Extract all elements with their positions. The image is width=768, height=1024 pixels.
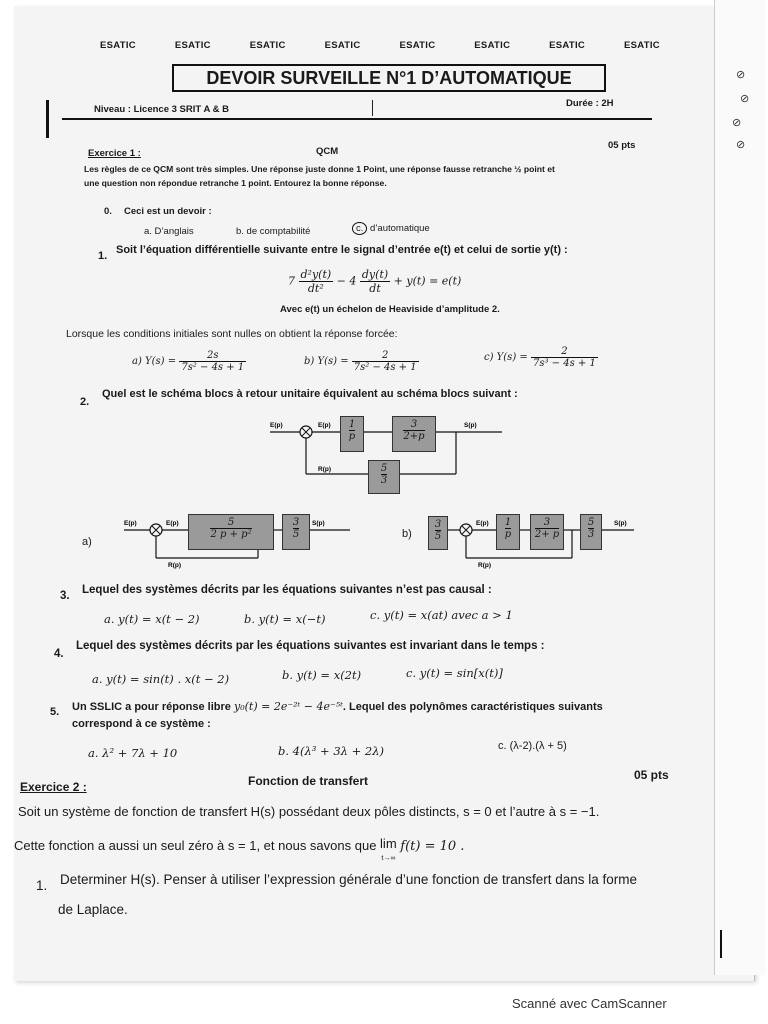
q3-number: 3.: [60, 590, 70, 602]
school-name: ESATIC: [549, 40, 586, 51]
opt-b-rp-label: R(p): [478, 562, 491, 569]
q1-a-frac: [179, 350, 246, 373]
opt-b-b2-den: 2+ p: [534, 529, 560, 540]
main-block-2: [392, 416, 436, 452]
q2-option-a-label[interactable]: a): [82, 536, 92, 548]
q1-option-c[interactable]: [484, 346, 598, 369]
school-name: ESATIC: [174, 40, 211, 51]
school-name: ESATIC: [100, 40, 136, 51]
q2-text: Quel est le schéma blocs à retour unitaire équivalent au schéma blocs suivant :: [102, 388, 518, 400]
opt-b-block-0: [428, 516, 448, 550]
lim-word: lim: [380, 836, 397, 851]
q3-option-a[interactable]: a. y(t) = x(t − 2): [104, 612, 200, 626]
school-name: ESATIC: [624, 40, 660, 51]
ex2-q1-line2: de Laplace.: [58, 902, 128, 917]
main-b1-num: 1: [348, 419, 356, 430]
main-b2-den: 2+p: [403, 431, 425, 442]
q3-option-c[interactable]: c. y(t) = x(at) avec a > 1: [370, 608, 513, 622]
eq-den2: dt: [369, 282, 381, 295]
opt-a-block-2: [282, 514, 310, 550]
q1-c-frac: [531, 346, 598, 369]
q1-c-lhs: c) Y(s) =: [484, 352, 528, 363]
opt-a-ep2-label: E(p): [166, 520, 179, 527]
q4-option-a[interactable]: a. y(t) = sin(t) . x(t − 2): [92, 672, 230, 686]
margin-mark: [46, 100, 49, 138]
q1-a-lhs: a) Y(s) =: [132, 356, 177, 367]
main-ep-label: E(p): [270, 422, 283, 429]
opt-b-b3-num: 5: [587, 517, 595, 528]
duration-label: Durée : 2H: [566, 98, 614, 109]
ex2-q1-line1: Determiner H(s). Penser à utiliser l’expression générale d’une fonction de transfert dans la forme: [60, 872, 638, 887]
q1-a-den: 7s² − 4s + 1: [181, 362, 245, 373]
ex2-line2: [14, 838, 464, 865]
opt-b-ep-label: E(p): [476, 520, 489, 527]
margin-scribble: ⊘: [732, 117, 742, 129]
q4-option-b[interactable]: b. y(t) = x(2t): [282, 668, 362, 682]
level-label: Niveau : Licence 3 SRIT A & B: [94, 104, 229, 115]
q0-option-c-circled: c.: [352, 222, 367, 235]
margin-scribble: ⊘: [740, 93, 750, 105]
main-b2-num: 3: [403, 419, 424, 431]
ex1-points: 05 pts: [608, 140, 636, 151]
q1-b-num: 2: [352, 350, 419, 362]
eq-coef: 7: [288, 274, 295, 288]
q5-option-a[interactable]: a. λ² + 7λ + 10: [88, 746, 178, 760]
ex2-topic: Fonction de transfert: [248, 774, 369, 788]
opt-b-b1-num: 1: [504, 517, 512, 528]
q1-option-b[interactable]: [304, 350, 419, 373]
school-name: ESATIC: [324, 40, 361, 51]
opt-a-b1-den: 2 p + p²: [210, 529, 252, 540]
ex2-line1: Soit un système de fonction de transfert H(s) possédant deux pôles distincts, s = 0 et l’autre à s = −1.: [18, 804, 600, 819]
q1-b-frac: [352, 350, 419, 373]
q1-c-den: 7s³ − 4s + 1: [532, 358, 596, 369]
q4-text: Lequel des systèmes décrits par les équations suivantes est invariant dans le temps :: [76, 640, 545, 652]
q1-a-num: 2s: [179, 350, 246, 362]
q4-number: 4.: [54, 648, 64, 660]
ex1-rules-line1: Les règles de ce QCM sont très simples. Une réponse juste donne 1 Point, une réponse fausse retranche ½ point et: [84, 164, 555, 174]
opt-b-sp-label: S(p): [614, 520, 627, 527]
q1-avec: Avec e(t) un échelon de Heaviside d’amplitude 2.: [280, 304, 500, 315]
opt-a-ep-label: E(p): [124, 520, 137, 527]
eq-mid: − 4: [336, 274, 357, 288]
main-b3-num: 5: [380, 463, 388, 474]
header-divider: [372, 100, 373, 116]
q0-option-c[interactable]: [352, 222, 430, 235]
ex1-rules-line2: une question non répondue retranche 1 point. Entourez la bonne réponse.: [84, 178, 387, 188]
lim-operator: [380, 838, 397, 865]
opt-a-b2-den: 5: [292, 529, 300, 540]
q3-text: Lequel des systèmes décrits par les équations suivantes n’est pas causal :: [82, 584, 492, 596]
q2-option-b-label[interactable]: b): [402, 528, 412, 540]
eq-num2: dy(t): [361, 268, 389, 281]
q1-b-lhs: b) Y(s) =: [304, 356, 349, 367]
ex2-line2a: Cette fonction a aussi un seul zéro à s = 1, et nous savons que: [14, 838, 377, 853]
margin-scribble: ⊘: [736, 69, 746, 81]
school-name: ESATIC: [474, 40, 511, 51]
school-name: ESATIC: [249, 40, 286, 51]
eq-frac-2: [360, 268, 390, 295]
main-b1-den: p: [348, 431, 356, 442]
ex2-label: Exercice 2 :: [20, 780, 87, 794]
ex1-label: Exercice 1 :: [88, 148, 141, 159]
eq-frac-1: [299, 268, 334, 295]
q5-option-b[interactable]: b. 4(λ³ + 3λ + 2λ): [278, 744, 384, 758]
main-ep2-label: E(p): [318, 422, 331, 429]
q5-text-line1: [72, 700, 603, 713]
eq-end: + y(t) = e(t): [393, 274, 462, 288]
opt-b-b1-den: p: [504, 529, 512, 540]
exam-title: DEVOIR SURVEILLE N°1 D’AUTOMATIQUE: [172, 64, 606, 92]
opt-b-b0-num: 3: [434, 519, 442, 530]
q1-b-den: 7s² − 4s + 1: [353, 362, 417, 373]
main-b3-den: 3: [380, 475, 388, 486]
q5-text-line2: correspond à ce système :: [72, 718, 211, 730]
school-name: ESATIC: [399, 40, 436, 51]
q0-option-c-text: d’automatique: [370, 223, 430, 234]
opt-b-b0-den: 5: [434, 531, 442, 542]
ex2-q1-number: 1.: [36, 878, 48, 893]
ex2-line2b: f(t) = 10 .: [400, 839, 465, 854]
q0-option-b[interactable]: b. de comptabilité: [236, 226, 311, 237]
header-rule: [62, 118, 652, 120]
opt-b-b2-num: 3: [535, 517, 559, 529]
q1-number: 1.: [98, 250, 108, 262]
q1-differential-equation: [288, 268, 461, 295]
main-block-1: [340, 416, 364, 452]
q0-number: 0.: [104, 206, 112, 217]
opt-b-b3-den: 3: [587, 529, 595, 540]
q5-option-c[interactable]: c. (λ-2).(λ + 5): [498, 740, 567, 752]
opt-a-rp-label: R(p): [168, 562, 181, 569]
q0-text: Ceci est un devoir :: [124, 206, 212, 217]
q4-option-c[interactable]: c. y(t) = sin[x(t)]: [406, 666, 503, 680]
opt-a-sp-label: S(p): [312, 520, 325, 527]
opt-a-b2-num: 3: [292, 517, 300, 528]
main-block-feedback: [368, 460, 400, 494]
school-header-row: [100, 40, 660, 51]
opt-b-block-2: [530, 514, 564, 550]
ex2-points: 05 pts: [634, 768, 669, 782]
q5-text2: . Lequel des polynômes caractéristiques suivants: [342, 701, 603, 713]
margin-mark: [720, 930, 722, 958]
main-rp-label: R(p): [318, 466, 331, 473]
q1-text: Soit l’équation différentielle suivante entre le signal d’entrée e(t) et celui de sortie y(t) :: [116, 244, 568, 256]
opt-b-block-1: [496, 514, 520, 550]
opt-b-block-3: [580, 514, 602, 550]
ex1-topic: QCM: [316, 146, 339, 157]
q5-text1: Un SSLIC a pour réponse libre: [72, 701, 231, 713]
q1-c-num: 2: [531, 346, 598, 358]
q5-free-response: y₀(t) = 2e⁻²ᵗ − 4e⁻⁵ᵗ: [233, 700, 343, 713]
opt-a-block-1: [188, 514, 274, 550]
main-sp-label: S(p): [464, 422, 477, 429]
eq-den1: dt²: [307, 282, 324, 295]
lim-subscript: t→∞: [381, 855, 396, 862]
q1-lorsque: Lorsque les conditions initiales sont nulles on obtient la réponse forcée:: [66, 328, 398, 340]
q2-number: 2.: [80, 396, 90, 408]
scanner-footer: Scanné avec CamScanner: [512, 996, 667, 1011]
opt-a-b1-num: 5: [210, 517, 251, 529]
margin-scribble: ⊘: [736, 139, 746, 151]
q0-option-a[interactable]: a. D’anglais: [144, 226, 194, 237]
q5-number: 5.: [50, 706, 60, 718]
q1-option-a[interactable]: [132, 350, 246, 373]
q3-option-b[interactable]: b. y(t) = x(−t): [244, 612, 326, 626]
eq-num1: d²y(t): [300, 268, 332, 281]
